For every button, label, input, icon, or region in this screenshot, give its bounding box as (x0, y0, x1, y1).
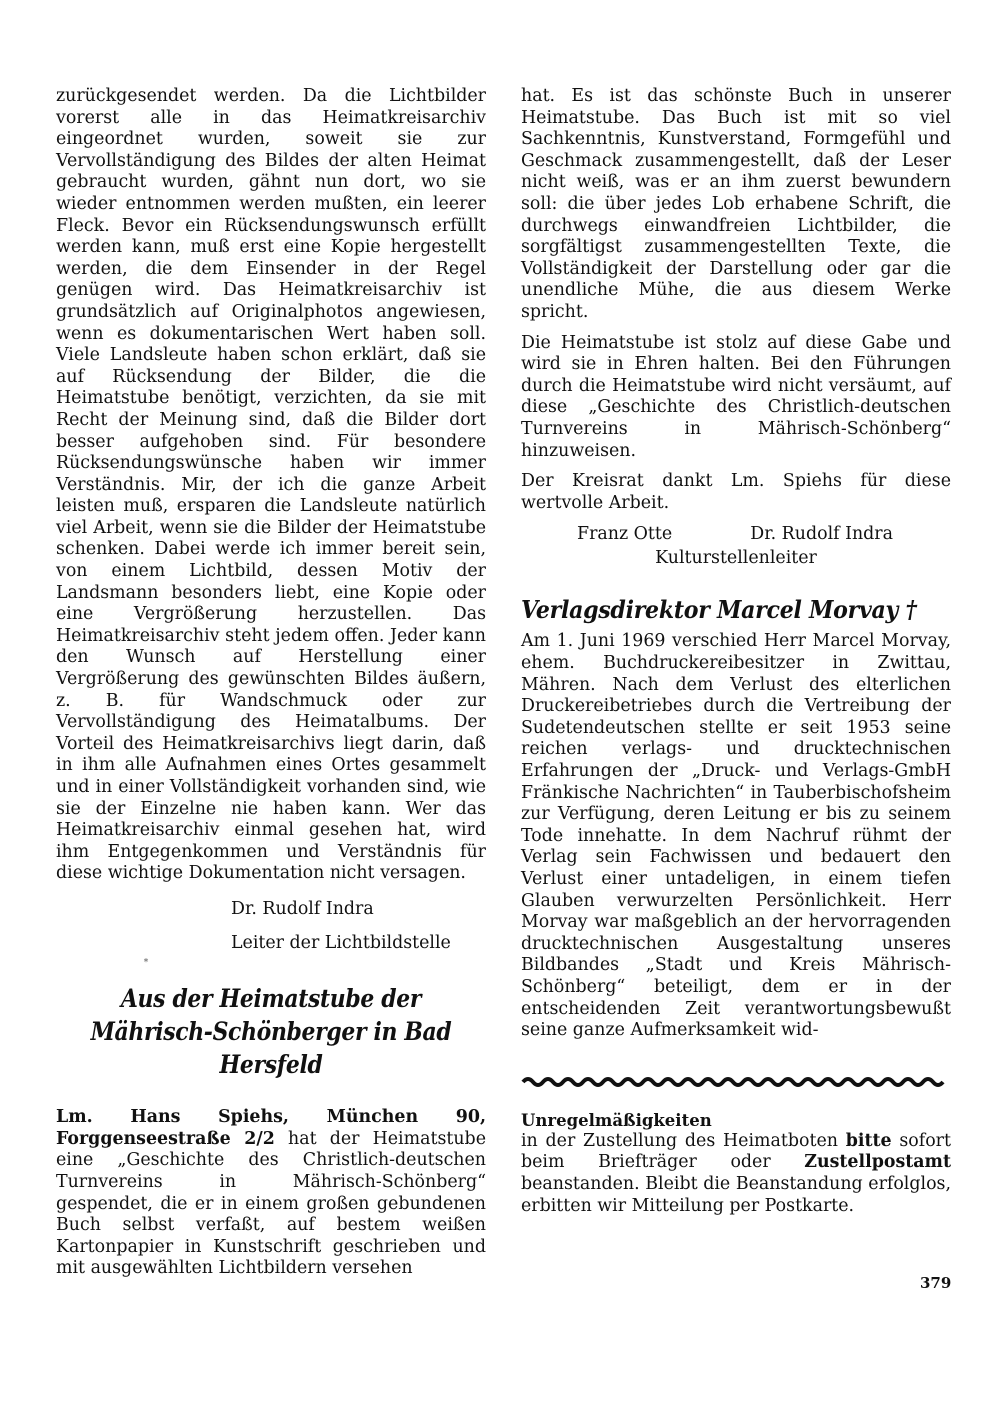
obituary-paragraph: Am 1. Juni 1969 verschied Herr Marcel Morvay, ehem. Buchdruckereibesitzer in Zwittau, Mähren. Nach dem Verlust des elterlichen Druckereibetriebes durch die Vertreibung der Sudetendeutschen stellte er seit 1953 seine reichen verlags- und drucktechnischen Erfahrungen der „Druck- und Verlags-GmbH Fränkische Nachrichten“ in Tauberbischofsheim zur Verfügung, deren Leitung er bis zu seinem Tode innehatte. In dem Nachruf rühmt der Verlag sein Fachwissen und bedauert den Verlust einer untadeligen, in einem tiefen Glauben verwurzelten Persönlichkeit. Herr Morvay war maßgeblich an der hervorragenden drucktechnischen Ausgestaltung unseres Bildbandes „Stadt und Kreis Mährisch-Schönberg“ beteiligt, dem er in der entscheidenden Zeit verantwortungsbewußt seine ganze Aufmerksamkeit wid- (521, 631, 951, 1041)
donor-name: Lm. Hans Spiehs, München 90, Forggenseestraße 2/2 (56, 1107, 486, 1149)
heimatstube-heading: Aus der Heimatstube der Mährisch-Schönberger in Bad Hersfeld (90, 984, 452, 1081)
page-number: 379 (920, 1274, 952, 1292)
wave-divider (521, 1076, 951, 1088)
donation-text: hat der Heimatstube eine „Geschichte des Christlich-deutschen Turnvereins in Mährisch-Schönberg“ gespendet, die er in einem großen gebundenen Buch selbst verfaßt, auf bestem weißen Kartonpapier in Kunstschrift geschrieben und mit ausgewählten Lichtbildern versehen (56, 1128, 486, 1279)
book-praise-paragraph: hat. Es ist das schönste Buch in unserer Heimatstube. Das Buch ist mit so viel Sachkenntnis, Kunstverstand, Formgefühl und Geschmack zusammengestellt, daß der Leser nicht weiß, was er an ihm zuerst bewundern soll: die über jedes Lob erhabene Schrift, die durchwegs einwandfreien Lichtbilder, die sorgfältigst zusammengestellten Texte, die Vollständigkeit der Darstellung oder gar die unendliche Mühe, die aus diesem Werke spricht. (521, 86, 951, 322)
kreisrat-thanks-paragraph: Der Kreisrat dankt Lm. Spiehs für diese wertvolle Arbeit. (521, 471, 951, 513)
signature-franz-otte: Franz Otte (577, 524, 673, 545)
notice-bold-zustellpostamt: Zustellpostamt (804, 1152, 951, 1173)
left-column (56, 86, 486, 1280)
archive-article-paragraph: zurückgesendet werden. Da die Lichtbilder vorerst alle in das Heimatkreisarchiv eingeordnet wurden, soweit sie zur Vervollständigung des Bildes der alten Heimat gebraucht wurden, gähnt nun dort, wo sie wieder entnommen werden mußten, ein leerer Fleck. Bevor ein Rücksendungswunsch erfüllt werden kann, muß erst eine Kopie hergestellt werden, die dem Einsender in der Regel genügen wird. Das Heimatkreisarchiv ist grundsätzlich auf Originalphotos angewiesen, wenn es dokumentarischen Wert haben soll. Viele Landsleute haben schon erklärt, daß sie auf Rücksendung der Bilder, die die Heimatstube benötigt, verzichten, da sie mit Recht der Meinung sind, daß die Bilder dort besser aufgehoben sind. Für besondere Rücksendungswünsche haben wir immer Verständnis. Mir, der ich die ganze Arbeit leisten muß, ersparen die Landsleute natürlich viel Arbeit, wenn sie die Bilder der Heimatstube schenken. Dabei werde ich immer bereit sein, von einem Lichtbild, dessen Motiv der Landsmann besonders liebt, eine Kopie oder eine Vergrößerung herzustellen. Das Heimatkreisarchiv steht jedem offen. Jeder kann den Wunsch auf Herstellung einer Vergrößerung des gewünschten Bildes äußern, z. B. für Wandschmuck oder zur Vervollständigung des Heimatalbums. Der Vorteil des Heimatkreisarchivs liegt darin, daß in ihm alle Aufnahmen eines Ortes gesammelt und in einer Vollständigkeit vorhanden sind, wie sie der Einzelne nie haben kann. Wer das Heimatkreisarchiv einmal gesehen hat, wird ihm Entgegenkommen und Verständnis für diese wichtige Dokumentation nicht versagen. (56, 86, 486, 884)
signature-role: Leiter der Lichtbildstelle (231, 932, 451, 953)
notice-text-1: in der Zustellung des Heimatboten (521, 1130, 846, 1151)
notice-heading: Unregelmäßigkeiten (521, 1110, 712, 1130)
donation-paragraph (56, 1107, 486, 1280)
notice-text-2: sofort beim Briefträger oder (521, 1130, 951, 1173)
right-column (521, 86, 951, 1217)
separator-star: * (143, 958, 149, 969)
signature-pair (521, 524, 951, 546)
obituary-heading: Verlagsdirektor Marcel Morvay † (521, 595, 917, 625)
heimatstube-pride-paragraph: Die Heimatstube ist stolz auf diese Gabe und wird sie in Ehren halten. Bei den Führungen durch die Heimatstube wird nicht versäumt, auf diese „Geschichte des Christlich-deutschen Turnvereins in Mährisch-Schönberg“ hinzuweisen. (521, 332, 951, 461)
notice-bold-bitte: bitte (845, 1130, 892, 1151)
notice-text-3: beanstanden. Bleibt die Beanstandung erfolglos, erbitten wir Mitteilung per Postkarte. (521, 1173, 951, 1216)
signature-rudolf-indra: Dr. Rudolf Indra (750, 524, 893, 545)
notice-paragraph (521, 1131, 951, 1217)
signature-role-kultur: Kulturstellenleiter (655, 547, 817, 568)
signature-name: Dr. Rudolf Indra (231, 898, 374, 919)
